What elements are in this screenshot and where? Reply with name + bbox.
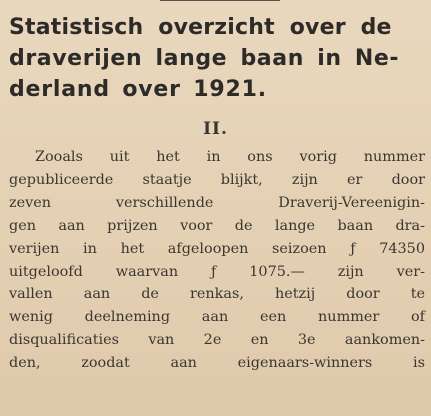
body-line-6: uitgeloofd waarvan ƒ 1075.— zijn ver- [9,263,425,280]
headline-line-2: draverijen lange baan in Ne- [9,46,400,71]
headline-line-3: derland over 1921. [9,77,267,102]
article-body [9,146,425,375]
headline-line-1: Statistisch overzicht over de [9,15,392,40]
body-line-3: zeven verschillende Draverij-Vereenigin- [9,194,425,211]
section-number: II. [203,119,228,139]
body-line-9: disqualificaties van 2e en 3e aankomen- [9,332,425,349]
body-line-8: wenig deelneming aan een nummer of [9,309,425,326]
body-line-5: verijen in het afgeloopen seizoen ƒ 74350 [9,240,425,257]
top-divider-rule [160,0,280,7]
body-line-4: gen aan prijzen voor de lange baan dra- [9,217,425,234]
body-line-7: vallen aan de renkas, hetzij door te [9,286,425,303]
body-line-10: den, zoodat aan eigenaars-winners is [9,355,425,372]
paper-edge-fade [0,406,431,416]
body-line-2: gepubliceerde staatje blijkt, zijn er door [9,171,425,188]
body-line-1: Zooals uit het in ons vorig nummer [35,149,425,165]
article-headline [0,12,431,105]
